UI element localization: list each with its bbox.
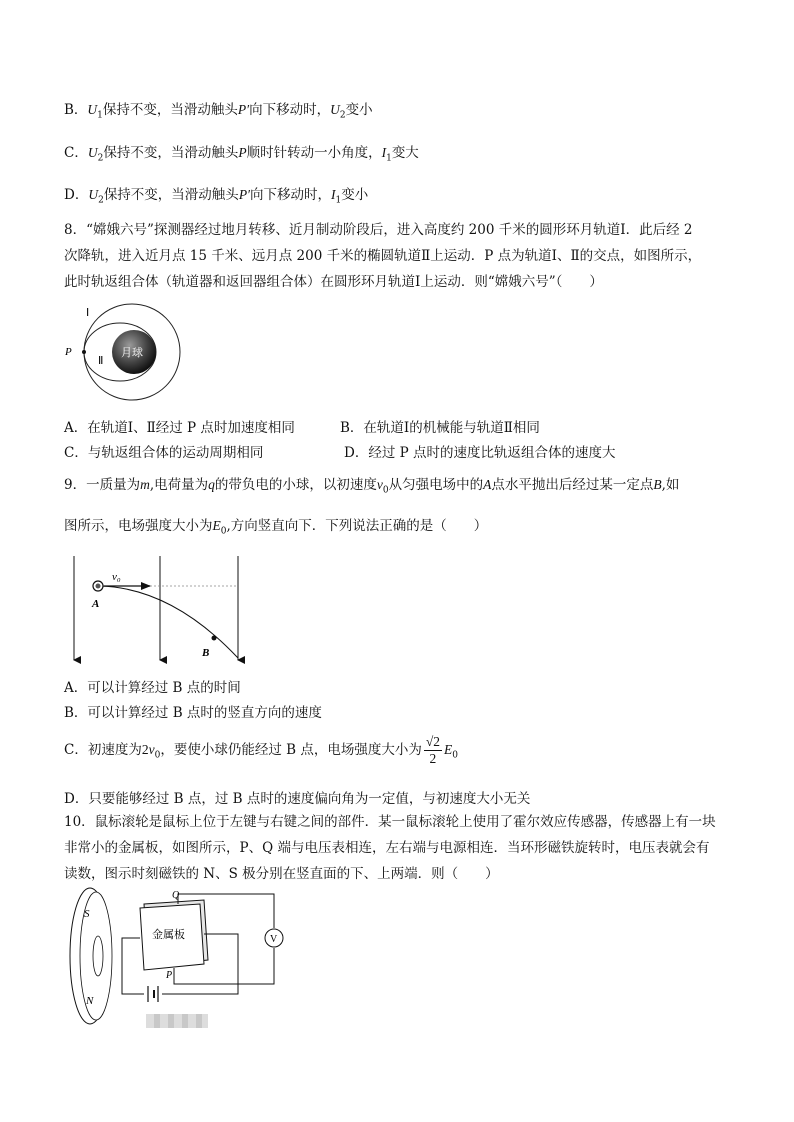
option-label: B． — [64, 102, 88, 118]
sub: 0 — [382, 485, 389, 496]
orbit-2-label: Ⅱ — [98, 355, 104, 367]
pole-s-label: S — [84, 908, 90, 920]
sub: 0 — [220, 526, 227, 537]
var: P′ — [237, 102, 250, 117]
q9-option-b: B．可以计算经过 B 点时的竖直方向的速度 — [64, 705, 322, 721]
q7-option-b — [64, 98, 373, 121]
var: E — [444, 742, 453, 757]
q9-stem-line1 — [64, 473, 679, 496]
var: q — [208, 477, 215, 492]
var: P — [238, 145, 247, 160]
q7-option-d — [64, 183, 368, 206]
q8-option-b: B．在轨道Ⅰ的机械能与轨道Ⅱ相同 — [340, 420, 540, 436]
text: 保持不变，当滑动触头 — [103, 145, 239, 161]
option-label: D． — [64, 187, 89, 203]
text: 点水平抛出后经过某一定点 — [491, 477, 654, 493]
text: 的带负电的小球，以初速度 — [214, 477, 377, 493]
wire-left — [122, 938, 144, 994]
text: ,如 — [661, 477, 680, 493]
q9-stem-line2 — [64, 514, 487, 537]
numerator: √2 — [425, 734, 441, 749]
q8-option-c: C．与轨返组合体的运动周期相同 — [64, 445, 264, 461]
text: 向下移动时， — [249, 102, 331, 118]
text: 变大 — [391, 145, 419, 161]
var: I — [331, 187, 336, 202]
v0-label: v₀ — [112, 571, 121, 583]
var: U — [330, 102, 340, 117]
text: ，要使小球仍能经过 B 点，电场强度大小为 — [160, 742, 422, 758]
q10-stem-line2: 非常小的金属板，如图所示，P、Q 端与电压表相连，左右端与电源相连．当环形磁铁旋转时，电压表就会有 — [64, 840, 710, 856]
watermark-blur — [146, 1014, 208, 1028]
sub: 2 — [339, 110, 346, 121]
var: U — [88, 187, 99, 202]
point-b-label: B — [202, 647, 210, 659]
point-p-label: P — [65, 346, 72, 358]
orbit-figure — [60, 298, 200, 402]
var: E — [212, 518, 221, 533]
sub: 1 — [335, 195, 342, 206]
option-label: C． — [64, 145, 88, 161]
text: 保持不变，当滑动触头 — [103, 187, 239, 203]
sub: 1 — [386, 153, 392, 164]
sub: 0 — [154, 750, 161, 761]
point-p — [82, 350, 86, 354]
terminal-p-label: P — [166, 970, 173, 981]
var: U — [87, 145, 98, 160]
var: v — [148, 742, 155, 757]
ring-magnet-hole — [93, 936, 103, 976]
q9-option-c — [64, 734, 458, 767]
moon-label: 月球 — [121, 346, 143, 359]
text: ,电荷量为 — [149, 477, 209, 493]
pole-n-label: N — [86, 995, 94, 1007]
q10-stem-line3: 读数，图示时刻磁铁的 N、S 极分别在竖直面的下、上两端．则（ ） — [64, 866, 499, 882]
var: I — [381, 145, 387, 160]
hall-sensor-figure — [66, 882, 296, 1032]
q8-stem-line2: 次降轨，进入近月点 15 千米、远月点 200 千米的椭圆轨道Ⅱ上运动．P 点为轨道Ⅰ、Ⅱ的交点，如图所示， — [64, 248, 702, 264]
trajectory-curve — [100, 586, 238, 658]
voltmeter-label: V — [270, 934, 278, 945]
var: U — [87, 102, 98, 117]
text: 向下移动时， — [250, 187, 332, 203]
text: 9．一质量为 — [64, 477, 141, 493]
number: 2 — [141, 742, 149, 757]
q9-option-a: A．可以计算经过 B 点的时间 — [64, 680, 241, 696]
sub: 2 — [97, 153, 104, 164]
q10-stem-line1: 10．鼠标滚轮是鼠标上位于左键与右键之间的部件．某一鼠标滚轮上使用了霍尔效应传感器，传感器上有一块 — [64, 814, 716, 830]
fraction — [424, 734, 442, 767]
terminal-q-label: Q — [172, 890, 180, 901]
text: 保持不变，当滑动触头 — [102, 102, 238, 118]
point-b — [212, 636, 217, 641]
text: 变小 — [341, 187, 369, 203]
q8-stem-line1: 8．“嫦娥六号”探测器经过地月转移、近月制动阶段后，进入高度约 200 千米的圆形环月轨道Ⅰ．此后经 2 — [64, 222, 693, 238]
metal-plate-label: 金属板 — [152, 928, 185, 941]
text: 图所示，电场强度大小为 — [64, 518, 213, 534]
q7-option-c — [64, 141, 419, 164]
text: ,方向竖直向下．下列说法正确的是（ ） — [226, 518, 488, 534]
sub: 2 — [98, 195, 104, 206]
text: 从匀强电场中的 — [388, 477, 484, 493]
text: 变小 — [345, 102, 373, 118]
var: m — [140, 477, 150, 492]
electric-field-figure — [62, 552, 252, 668]
q8-stem-line3: 此时轨返组合体（轨道器和返回器组合体）在圆形环月轨道Ⅰ上运动．则“嫦娥六号”（ ） — [64, 274, 603, 290]
text: C．初速度为 — [64, 742, 142, 758]
var: B — [653, 477, 662, 492]
var: v — [376, 477, 383, 492]
orbit-1-label: Ⅰ — [86, 307, 90, 319]
q9-option-d: D．只要能够经过 B 点，过 B 点时的速度偏向角为一定值，与初速度大小无关 — [64, 791, 531, 807]
q8-option-a: A．在轨道Ⅰ、Ⅱ经过 P 点时加速度相同 — [64, 420, 295, 436]
denominator: 2 — [429, 751, 437, 766]
q8-option-d: D．经过 P 点时的速度比轨返组合体的速度大 — [344, 445, 616, 461]
sub: 0 — [452, 750, 458, 761]
ball-inner — [96, 584, 101, 589]
var: A — [483, 477, 492, 492]
text: 顺时针转动一小角度， — [246, 145, 382, 161]
sub: 1 — [97, 110, 103, 121]
var: P′ — [238, 187, 251, 202]
point-a-label: A — [92, 598, 100, 610]
